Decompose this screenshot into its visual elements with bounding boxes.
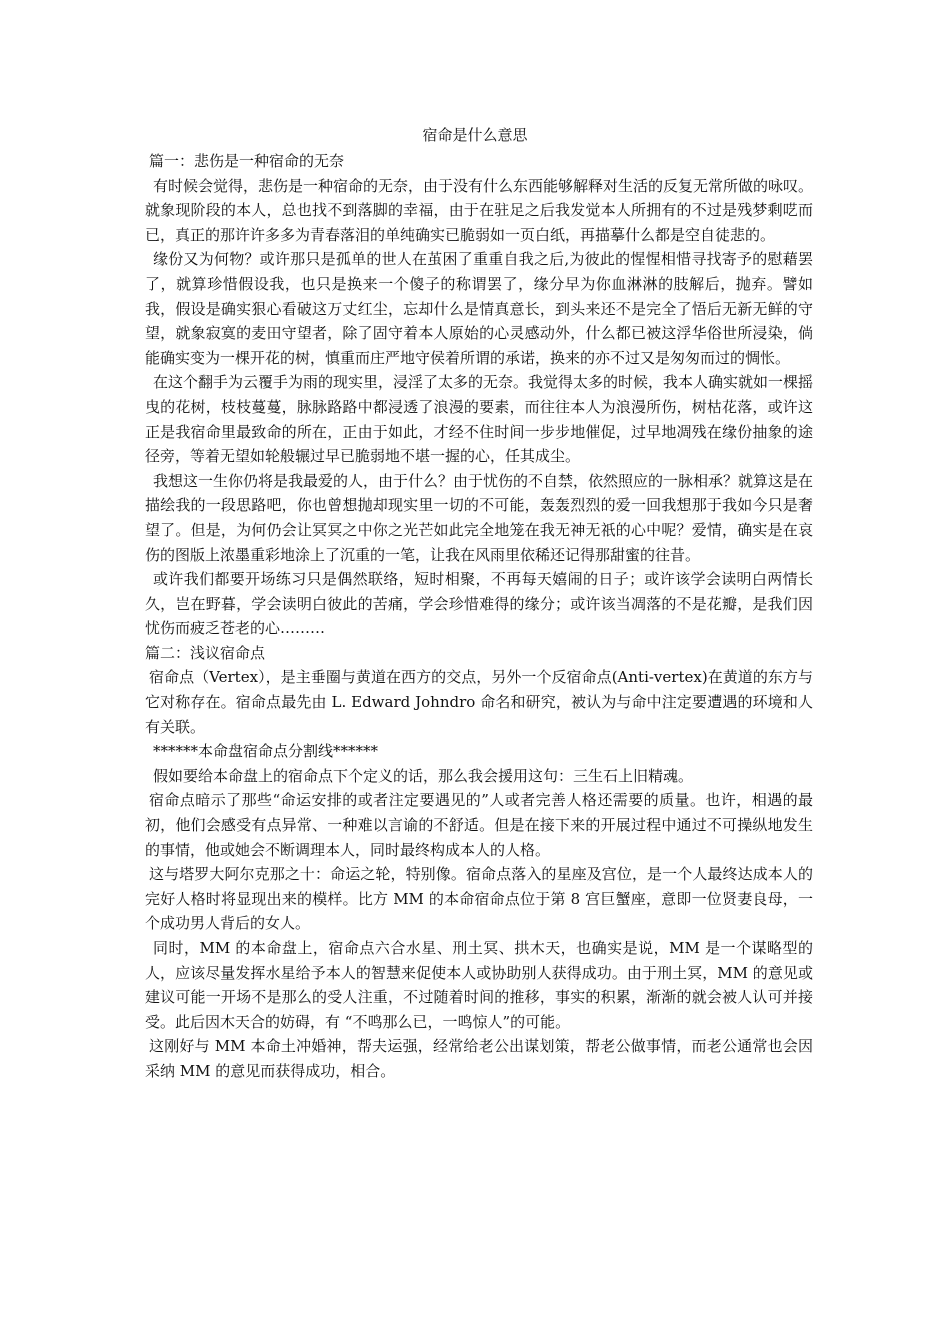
paragraph: 宿命点（Vertex），是主垂圈与黄道在西方的交点，另外一个反宿命点(Anti-vertex)在黄道的东方与它对称存在。宿命点最先由 L. Edward Johndro 命名和研究，被认为与命中注定要遭遇的环境和人有关联。 xyxy=(145,668,813,736)
paragraph: 缘份又为何物？或许那只是孤单的世人在茧困了重重自我之后,为彼此的惺惺相惜寻找寄予的慰藉罢了，就算珍惜假设我，也只是换来一个傻子的称谓罢了，缘分早为你血淋淋的肢解后，抛弃。譬如我，假设是确实狠心看破这万丈红尘，忘却什么是情真意长，到头来还不是完全了悟后无新无鲜的守望，就象寂寞的麦田守望者，除了固守着本人原始的心灵感动外，什么都已被这浮华俗世所浸染，倘能确实变为一棵开花的树，慎重而庄严地守侯着所谓的承诺，换来的亦不过又是匆匆而过的惆怅。 xyxy=(145,250,813,367)
paragraph: 在这个翻手为云覆手为雨的现实里，浸淫了太多的无奈。我觉得太多的时候，我本人确实就如一棵摇曳的花树，枝枝蔓蔓，脉脉路路中都浸透了浪漫的要素，而往往本人为浪漫所伤，树枯花落，或许这正是我宿命里最致命的所在，正由于如此，才经不住时间一步步地催促，过早地凋残在缘份抽象的途径旁，等着无望如轮般辗过早已脆弱地不堪一握的心，任其成尘。 xyxy=(145,373,814,466)
paragraph: 我想这一生你仍将是我最爱的人，由于什么？由于忧伤的不自禁，依然照应的一脉相承？就算这是在描绘我的一段思路吧，你也曾想抛却现实里一切的不可能，轰轰烈烈的爱一回我想那于我如今只是奢望了。但是，为何仍会让冥冥之中你之光芒如此完全地笼在我无神无祇的心中呢？爱情，确实是在哀伤的图版上浓墨重彩地涂上了沉重的一笔，让我在风雨里依稀还记得那甜蜜的往昔。 xyxy=(145,471,814,564)
paragraph: 同时，MM 的本命盘上，宿命点六合水星、刑土冥、拱木天，也确实是说，MM 是一个谋略型的人，应该尽量发挥水星给予本人的智慧来促使本人或协助别人获得成功。由于刑土冥，MM 的意见或建议可能一开场不是那么的受人注重，不过随着时间的推移，事实的积累，渐渐的就会被人认可并接受。此后因木天合的妨碍，有 “不鸣那么已，一鸣惊人”的可能。 xyxy=(145,939,813,1031)
paragraph: 有时候会觉得，悲伤是一种宿命的无奈，由于没有什么东西能够解释对生活的反复无常所做的咏叹。就象现阶段的本人，总也找不到落脚的幸福，由于在驻足之后我发觉本人所拥有的不过是残梦剩呓而已，真正的那许许多多为青春落泪的单纯确实已脆弱如一页白纸，再描摹什么都是空自徒悲的。 xyxy=(145,176,814,244)
paragraph: 假如要给本命盘上的宿命点下个定义的话，那么我会援用这句：三生石上旧精魂。 xyxy=(153,766,694,785)
section-heading: 篇一：悲伤是一种宿命的无奈 xyxy=(149,152,345,170)
paragraph: 宿命点暗示了那些“命运安排的或者注定要遇见的”人或者完善人格还需要的质量。也许，相遇的最初，他们会感受有点异常、一种难以言谕的不舒适。但是在接下来的开展过程中通过不可操纵地发生的事情，他或她会不断调理本人，同时最终构成本人的人格。 xyxy=(145,791,813,859)
paragraph: 这与塔罗大阿尔克那之十：命运之轮，特别像。宿命点落入的星座及宫位，是一个人最终达成本人的完好人格时将显现出来的模样。比方 MM 的本命宿命点位于第 8 宫巨蟹座，意即一位贤妻良母，一个成功男人背后的女人。 xyxy=(145,865,813,933)
paragraph: 这刚好与 MM 本命土冲婚神，帮夫运强，经常给老公出谋划策，帮老公做事情，而老公通常也会因采纳 MM 的意见而获得成功，相合。 xyxy=(145,1037,813,1080)
section-heading: ******本命盘宿命点分割线****** xyxy=(153,742,379,761)
paragraph: 或许我们都要开场练习只是偶然联络，短时相聚，不再每天嬉闹的日子；或许该学会读明白两情长久，岂在野暮，学会读明白彼此的苦痛，学会珍惜难得的缘分；或许该当凋落的不是花瓣，是我们因忧伤而疲乏苍老的心……… xyxy=(145,570,813,638)
document-title: 宿命是什么意思 xyxy=(422,126,528,144)
section-heading: 篇二：浅议宿命点 xyxy=(145,643,266,662)
document-body xyxy=(145,149,813,1084)
